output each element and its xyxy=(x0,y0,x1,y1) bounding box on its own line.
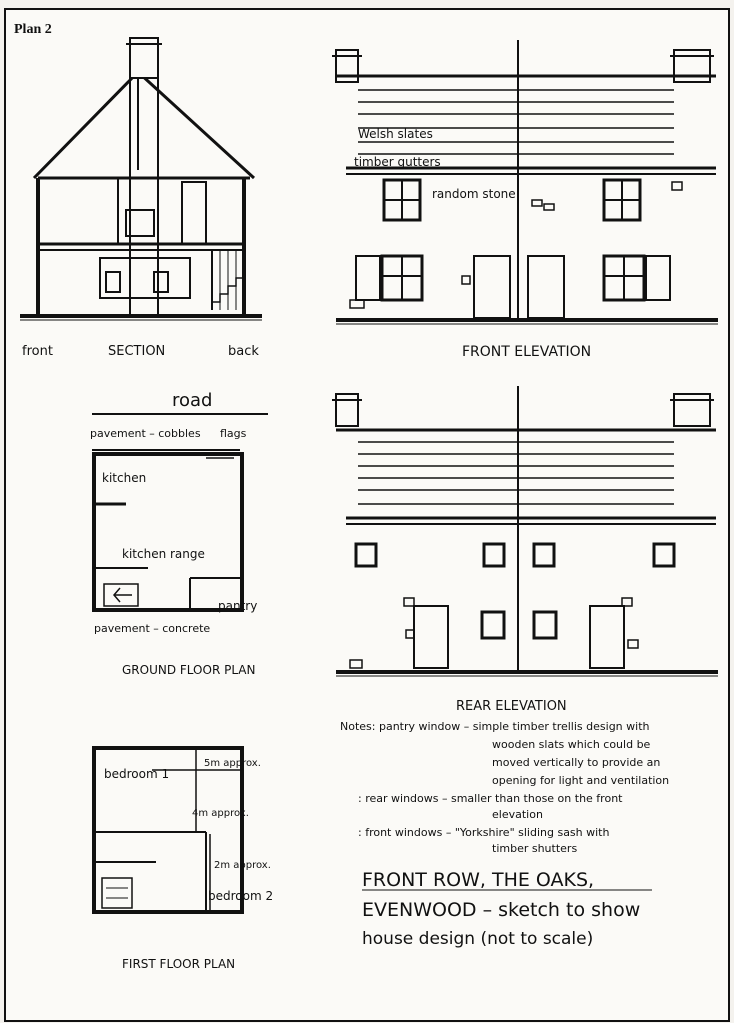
dim-5m-label: 5m approx. xyxy=(204,758,261,769)
section-front-label: front xyxy=(22,344,53,359)
notes-front-line2: timber shutters xyxy=(492,842,578,855)
section-drawing xyxy=(20,38,262,320)
rear-elevation-caption: REAR ELEVATION xyxy=(456,699,567,714)
pantry-label: pantry xyxy=(218,599,258,613)
notes-pantry-line2: wooden slats which could be xyxy=(492,738,651,751)
notes-pantry-line3: moved vertically to provide an xyxy=(492,756,661,769)
title-line2: EVENWOOD – sketch to show xyxy=(362,899,641,921)
road-label: road xyxy=(172,390,213,411)
title-line3: house design (not to scale) xyxy=(362,929,594,949)
random-stone-label: random stone xyxy=(432,187,516,201)
section-caption: SECTION xyxy=(108,344,166,359)
front-elevation-drawing xyxy=(332,40,718,324)
bedroom2-label: bedroom 2 xyxy=(208,889,274,903)
bedroom1-label: bedroom 1 xyxy=(104,767,170,781)
kitchen-label: kitchen xyxy=(102,471,147,485)
ground-floor-caption: GROUND FLOOR PLAN xyxy=(122,663,256,677)
sketch-drawing xyxy=(6,10,728,1020)
dim-4m-label: 4m approx. xyxy=(192,808,249,819)
front-elevation-caption: FRONT ELEVATION xyxy=(462,344,592,360)
rear-elevation-drawing xyxy=(332,386,718,676)
notes-front-line1: : front windows – "Yorkshire" sliding sash with xyxy=(358,826,610,839)
notes-rear-line1: : rear windows – smaller than those on the front xyxy=(358,792,623,805)
pavement-cobbles-label: pavement – cobbles xyxy=(90,427,201,440)
title-line1: FRONT ROW, THE OAKS, xyxy=(362,869,595,891)
section-back-label: back xyxy=(228,344,259,359)
plan-title: Plan 2 xyxy=(14,22,52,37)
timber-gutters-label: timber gutters xyxy=(354,155,441,169)
flags-label: flags xyxy=(220,427,247,440)
welsh-slates-label: Welsh slates xyxy=(358,127,433,141)
kitchen-range-label: kitchen range xyxy=(122,547,205,561)
pavement-concrete-label: pavement – concrete xyxy=(94,622,211,635)
dim-2m-label: 2m approx. xyxy=(214,860,271,871)
ground-floor-plan-drawing xyxy=(92,414,268,610)
notes-rear-line2: elevation xyxy=(492,808,543,821)
notes-pantry-line1: Notes: pantry window – simple timber trellis design with xyxy=(340,720,650,733)
first-floor-caption: FIRST FLOOR PLAN xyxy=(122,957,236,971)
sketch-sheet xyxy=(4,8,730,1022)
notes-pantry-line4: opening for light and ventilation xyxy=(492,774,670,787)
